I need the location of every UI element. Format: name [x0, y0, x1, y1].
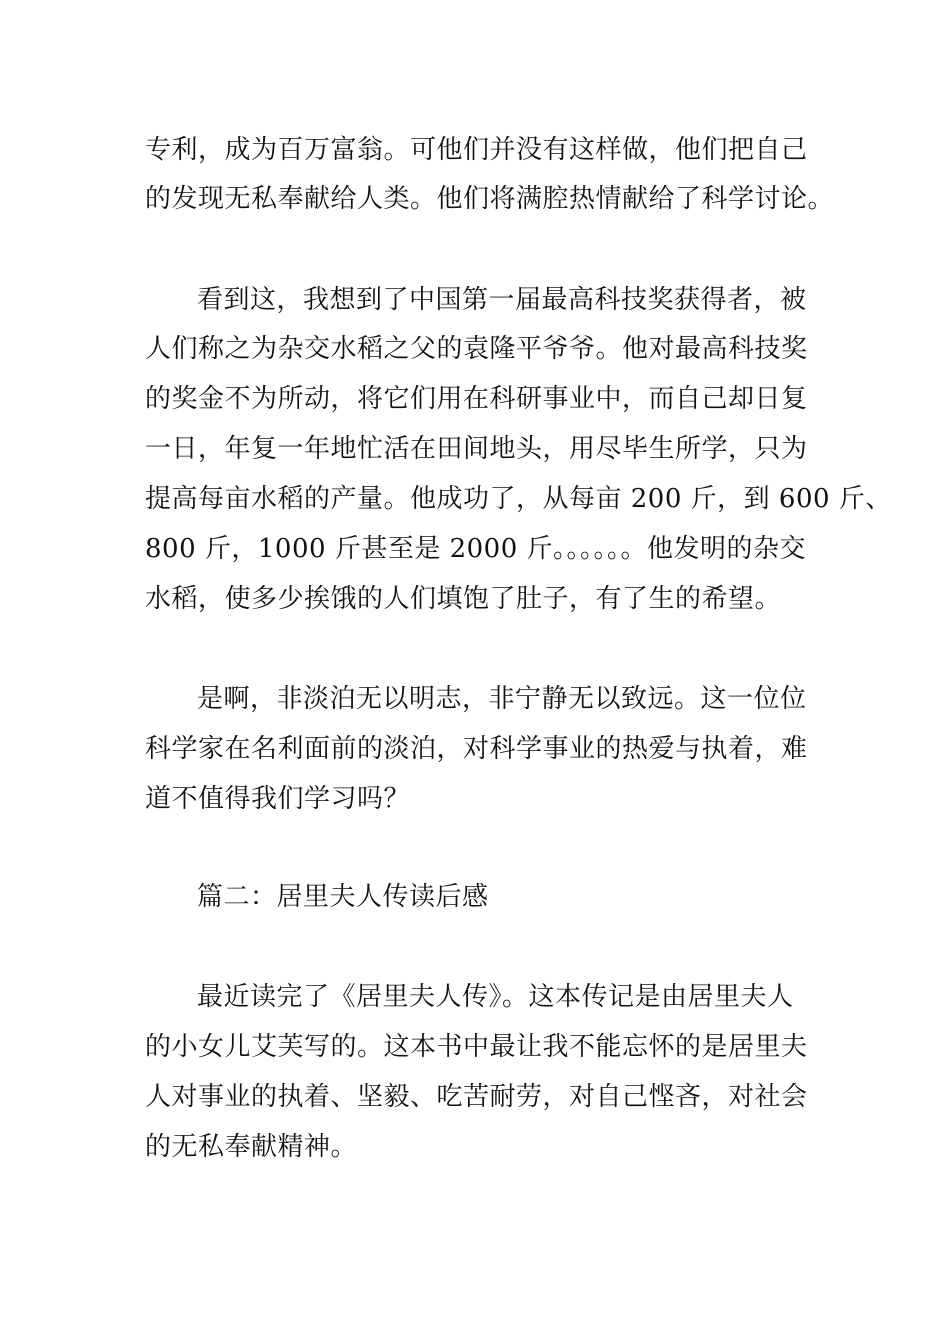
paragraph-2-line-3: 的奖金不为所动，将它们用在科研事业中，而自己却日复 — [145, 384, 808, 414]
paragraph-3-line-1: 是啊，非淡泊无以明志，非宁静无以致远。这一位位 — [197, 684, 807, 714]
section-heading: 篇二：居里夫人传读后感 — [197, 882, 489, 912]
paragraph-3-line-3: 道不值得我们学习吗？ — [145, 784, 411, 814]
paragraph-2-line-6: 800 斤，1000 斤甚至是 2000 斤。。。。。。他发明的杂交 — [145, 534, 807, 564]
paragraph-2-line-1: 看到这，我想到了中国第一届最高科技奖获得者，被 — [197, 285, 807, 315]
paragraph-5-line-1: 最近读完了《居里夫人传》。这本传记是由居里夫人 — [197, 982, 794, 1012]
paragraph-1-line-2: 的发现无私奉献给人类。他们将满腔热情献给了科学讨论。 — [145, 184, 835, 214]
paragraph-2-line-5: 提高每亩水稻的产量。他成功了，从每亩 200 斤，到 600 斤、 — [145, 484, 892, 514]
paragraph-1-line-1: 专利，成为百万富翁。可他们并没有这样做，他们把自己 — [145, 135, 808, 165]
paragraph-2-line-7: 水稻，使多少挨饿的人们填饱了肚子，有了生的希望。 — [145, 584, 782, 614]
paragraph-5-line-3: 人对事业的执着、坚毅、吃苦耐劳，对自己悭吝，对社会 — [145, 1082, 808, 1112]
paragraph-5-line-4: 的无私奉献精神。 — [145, 1132, 358, 1162]
paragraph-3-line-2: 科学家在名利面前的淡泊，对科学事业的热爱与执着，难 — [145, 734, 808, 764]
paragraph-2-line-4: 一日，年复一年地忙活在田间地头，用尽毕生所学，只为 — [145, 434, 808, 464]
paragraph-2-line-2: 人们称之为杂交水稻之父的袁隆平爷爷。他对最高科技奖 — [145, 334, 808, 364]
paragraph-5-line-2: 的小女儿艾芙写的。这本书中最让我不能忘怀的是居里夫 — [145, 1032, 808, 1062]
